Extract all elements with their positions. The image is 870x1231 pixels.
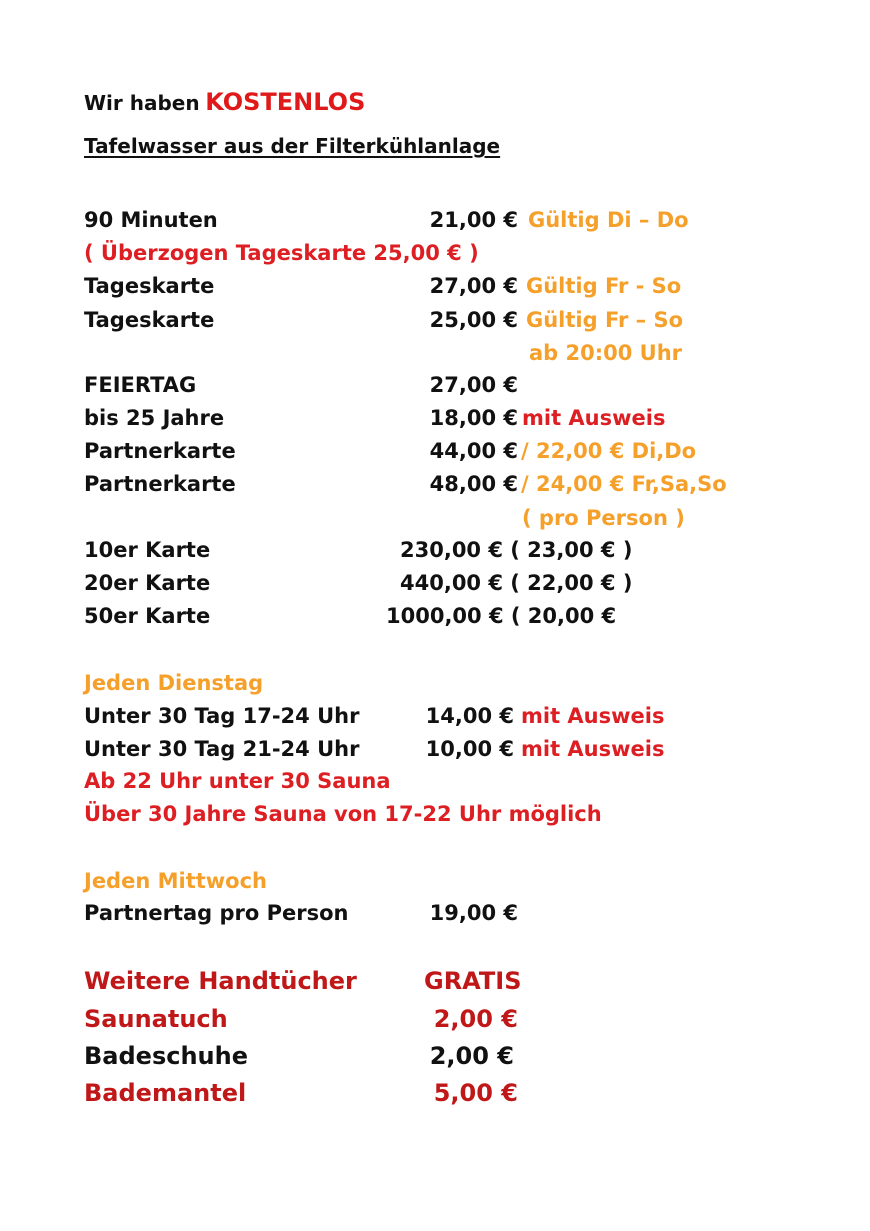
tuesday-heading: Jeden Dienstag <box>84 671 264 695</box>
header-intro: Wir haben <box>84 91 200 115</box>
tuesday-row-price: 10,00 € <box>425 737 514 761</box>
price-row-price: 25,00 € <box>429 308 518 332</box>
tuesday-row-note: mit Ausweis <box>521 737 665 761</box>
price-row-note: / 22,00 € Di,Do <box>521 439 697 463</box>
wednesday-row-label: Partnertag pro Person <box>84 901 349 925</box>
extras-row-label: Saunatuch <box>84 1005 228 1033</box>
overdraw-note: ( Überzogen Tageskarte 25,00 € ) <box>84 241 479 265</box>
extras-row-price: 5,00 € <box>433 1079 518 1107</box>
price-row-label: 90 Minuten <box>84 208 218 232</box>
extras-row-price: GRATIS <box>424 967 522 995</box>
tuesday-row-price: 14,00 € <box>425 704 514 728</box>
header-subtitle: Tafelwasser aus der Filterkühlanlage <box>84 134 501 158</box>
tuesday-row-label: Unter 30 Tag 17-24 Uhr <box>84 704 360 728</box>
extras-row-label: Badeschuhe <box>84 1042 248 1070</box>
price-row-label: 50er Karte <box>84 604 211 628</box>
price-row-label: FEIERTAG <box>84 373 197 397</box>
price-row-label: bis 25 Jahre <box>84 406 225 430</box>
header-line <box>84 90 365 114</box>
price-row-note: / 24,00 € Fr,Sa,So <box>521 472 727 496</box>
extras-row-label: Weitere Handtücher <box>84 967 357 995</box>
price-row-note: Gültig Di – Do <box>528 208 689 232</box>
tuesday-row-label: Unter 30 Tag 21-24 Uhr <box>84 737 360 761</box>
extras-row-price: 2,00 € <box>429 1042 514 1070</box>
price-row-label: Tageskarte <box>84 308 215 332</box>
price-row-note: Gültig Fr – So <box>526 308 683 332</box>
price-row-price: 27,00 € <box>429 274 518 298</box>
price-row-label: Tageskarte <box>84 274 215 298</box>
extras-row-price: 2,00 € <box>433 1005 518 1033</box>
tuesday-note-1: Ab 22 Uhr unter 30 Sauna <box>84 769 391 793</box>
price-row-price: 27,00 € <box>429 373 518 397</box>
wednesday-heading: Jeden Mittwoch <box>84 869 267 893</box>
price-row-label: 20er Karte <box>84 571 211 595</box>
price-row-price: 230,00 € ( 23,00 € ) <box>400 538 633 562</box>
price-row-label: Partnerkarte <box>84 472 236 496</box>
header-highlight: KOSTENLOS <box>205 88 366 116</box>
tuesday-note-2: Über 30 Jahre Sauna von 17-22 Uhr möglich <box>84 802 602 826</box>
wednesday-row-price: 19,00 € <box>429 901 518 925</box>
price-row-price: 48,00 € <box>429 472 518 496</box>
price-row-note: Gültig Fr - So <box>526 274 682 298</box>
tuesday-row-note: mit Ausweis <box>521 704 665 728</box>
price-row-price: 1000,00 € ( 20,00 € <box>386 604 617 628</box>
price-row-price: 440,00 € ( 22,00 € ) <box>400 571 633 595</box>
price-row-price: 21,00 € <box>429 208 518 232</box>
price-row-price: 44,00 € <box>429 439 518 463</box>
price-row-label: Partnerkarte <box>84 439 236 463</box>
price-row-price: 18,00 € <box>429 406 518 430</box>
extras-row-label: Bademantel <box>84 1079 247 1107</box>
price-row-note-2: ( pro Person ) <box>522 506 685 530</box>
price-row-note-2: ab 20:00 Uhr <box>529 341 683 365</box>
price-row-note: mit Ausweis <box>522 406 666 430</box>
price-row-label: 10er Karte <box>84 538 211 562</box>
